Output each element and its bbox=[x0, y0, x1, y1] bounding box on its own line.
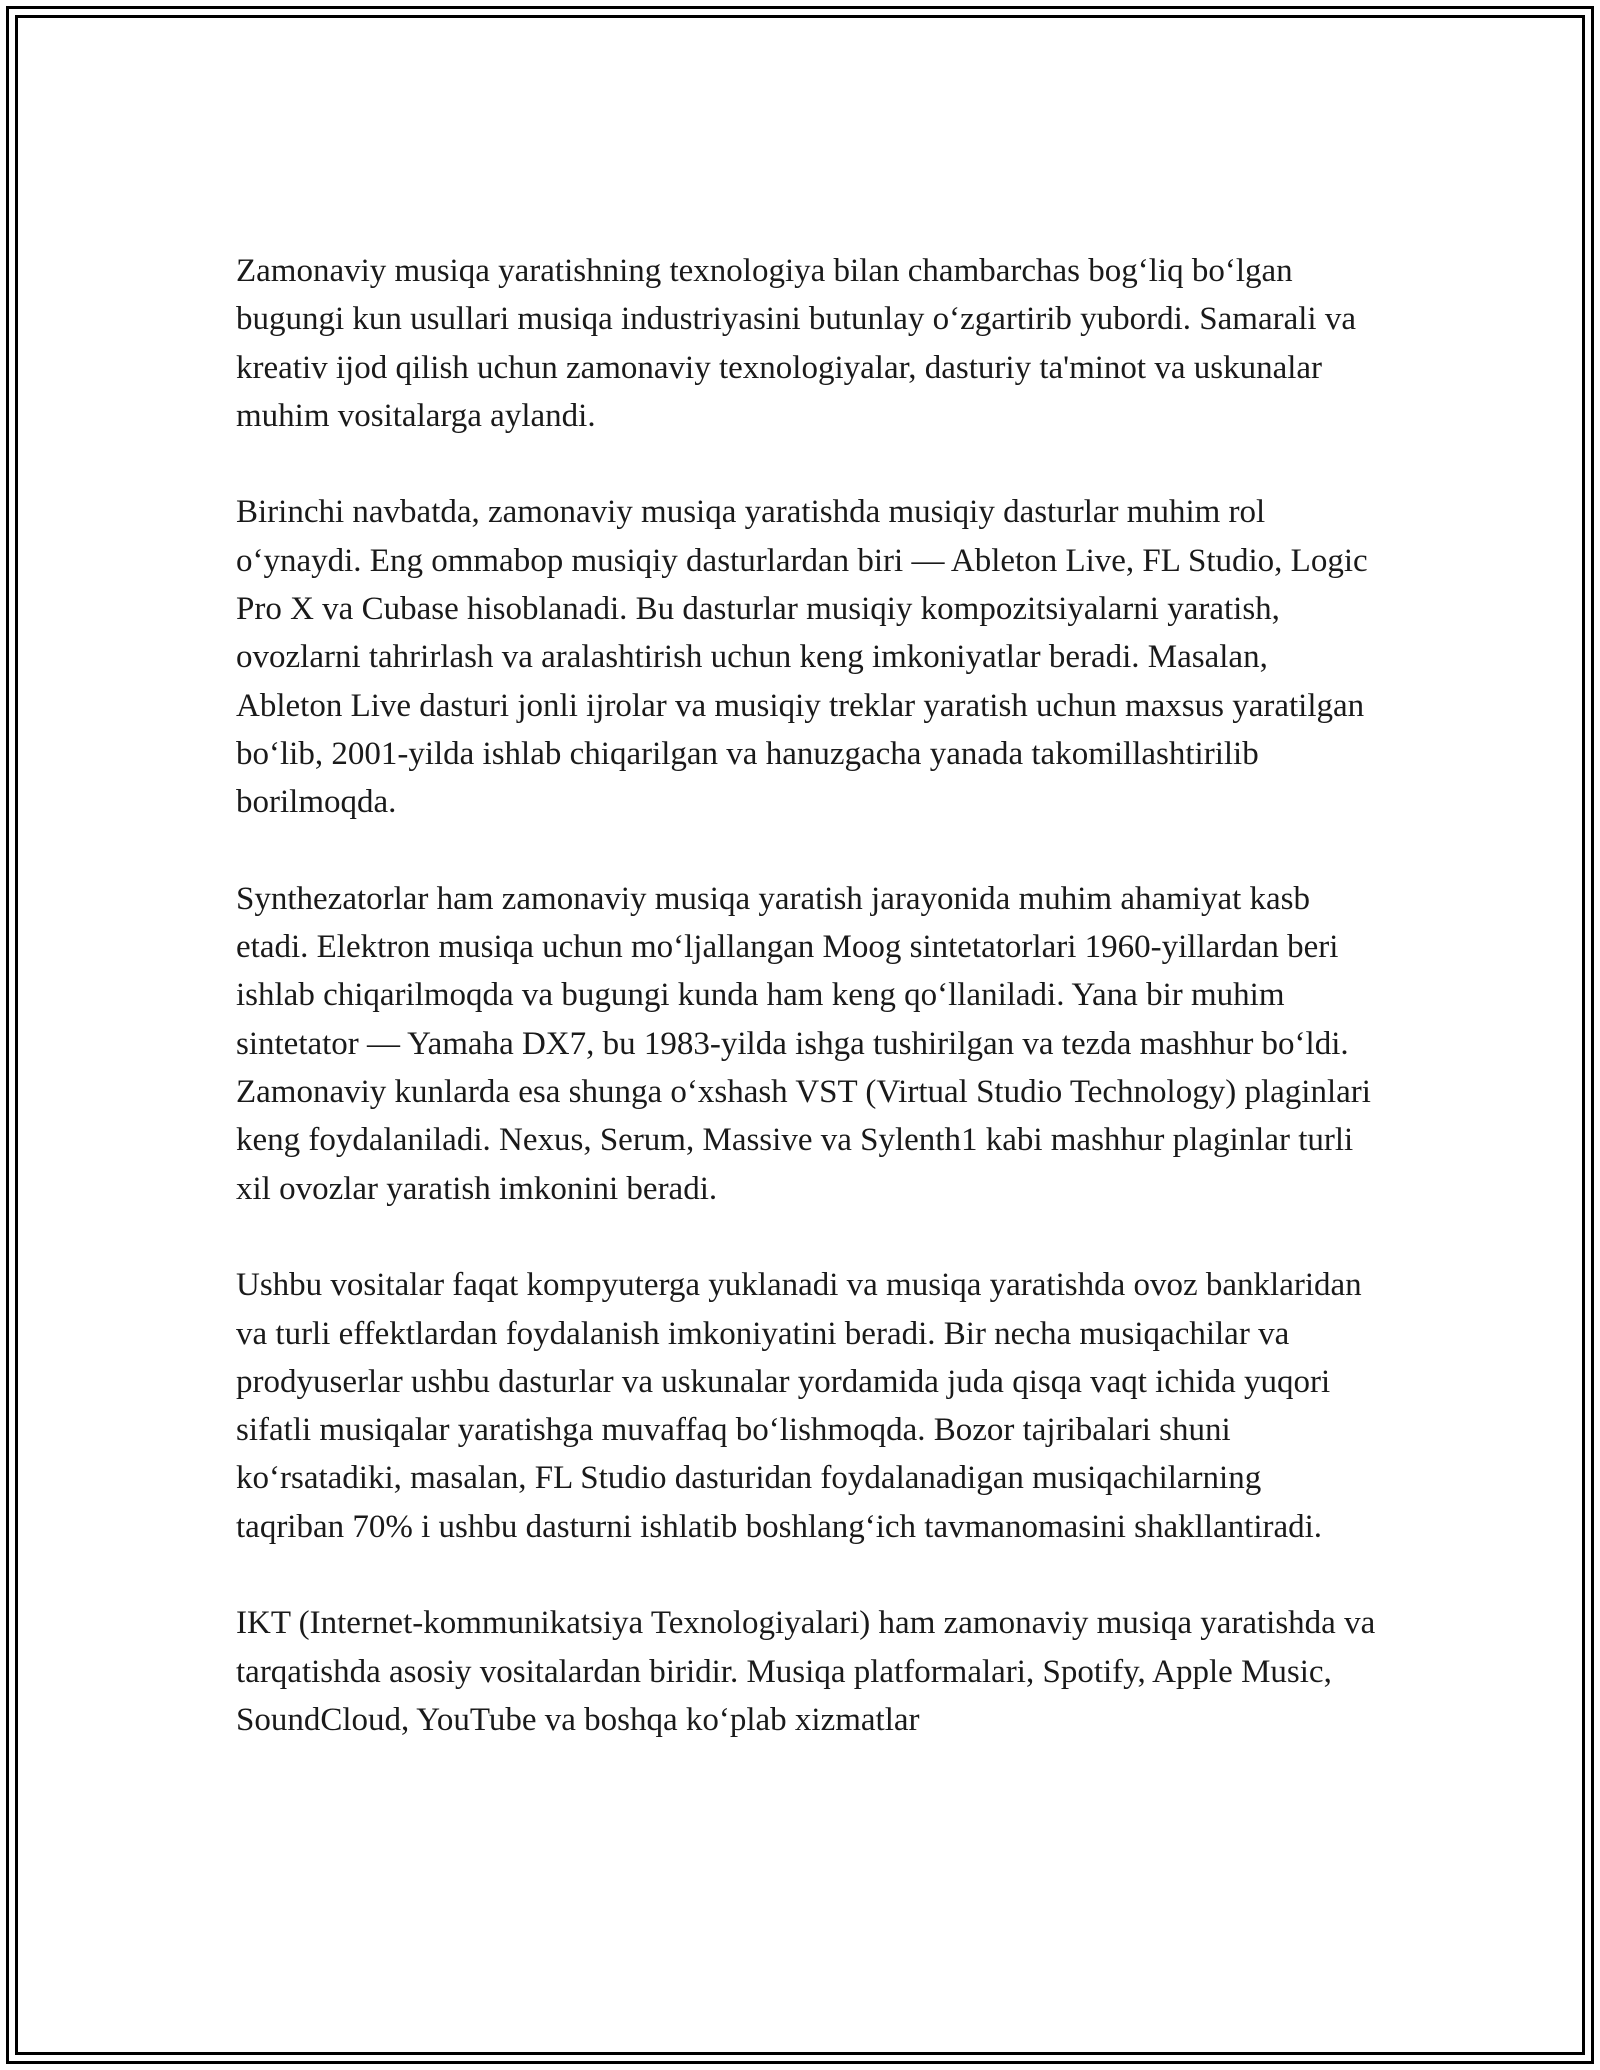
paragraph-5: IKT (Internet-kommunikatsiya Texnologiyalari) ham zamonaviy musiqa yaratishda va tarqatishda asosiy vositalardan biridir. Musiqa platformalari, Spotify, Apple Music, SoundCloud, YouTube va boshqa ko‘plab xizmatlar bbox=[236, 1605, 1376, 1738]
paragraph-2: Birinchi navbatda, zamonaviy musiqa yaratishda musiqiy dasturlar muhim rol o‘ynaydi. Eng ommabop musiqiy dasturlardan biri — Ableton Live, FL Studio, Logic Pro X va Cubase hisoblanadi. Bu dasturlar musiqiy kompozitsiyalarni yaratish, ovozlarni tahrirlash va aralashtirish uchun keng imkoniyatlar beradi. Masalan, Ableton Live dasturi jonli ijrolar va musiqiy treklar yaratish uchun maxsus yaratilgan bo‘lib, 2001-yilda ishlab chiqarilgan va hanuzgacha yanada takomillashtirilib borilmoqda. bbox=[236, 494, 1368, 821]
document-body bbox=[236, 247, 1376, 1744]
paragraph-3: Synthezatorlar ham zamonaviy musiqa yaratish jarayonida muhim ahamiyat kasb etadi. Elektron musiqa uchun mo‘ljallangan Moog sintetatorlari 1960-yillardan beri ishlab chiqarilmoqda va bugungi kunda ham keng qo‘llaniladi. Yana bir muhim sintetator — Yamaha DX7, bu 1983-yilda ishga tushirilgan va tezda mashhur bo‘ldi. Zamonaviy kunlarda esa shunga o‘xshash VST (Virtual Studio Technology) plaginlari keng foydalaniladi. Nexus, Serum, Massive va Sylenth1 kabi mashhur plaginlar turli xil ovozlar yaratish imkonini beradi. bbox=[236, 880, 1371, 1207]
paragraph-4: Ushbu vositalar faqat kompyuterga yuklanadi va musiqa yaratishda ovoz banklaridan va turli effektlardan foydalanish imkoniyatini beradi. Bir necha musiqachilar va prodyuserlar ushbu dasturlar va uskunalar yordamida juda qisqa vaqt ichida yuqori sifatli musiqalar yaratishga muvaffaq bo‘lishmoqda. Bozor tajribalari shuni ko‘rsatadiki, masalan, FL Studio dasturidan foydalanadigan musiqachilarning taqriban 70% i ushbu dasturni ishlatib boshlang‘ich tavmanomasini shakllantiradi. bbox=[236, 1267, 1362, 1545]
paragraph-1: Zamonaviy musiqa yaratishning texnologiya bilan chambarchas bog‘liq bo‘lgan bugungi kun usullari musiqa industriyasini butunlay o‘zgartirib yubordi. Samarali va kreativ ijod qilish uchun zamonaviy texnologiyalar, dasturiy ta'minot va uskunalar muhim vositalarga aylandi. bbox=[236, 253, 1356, 434]
